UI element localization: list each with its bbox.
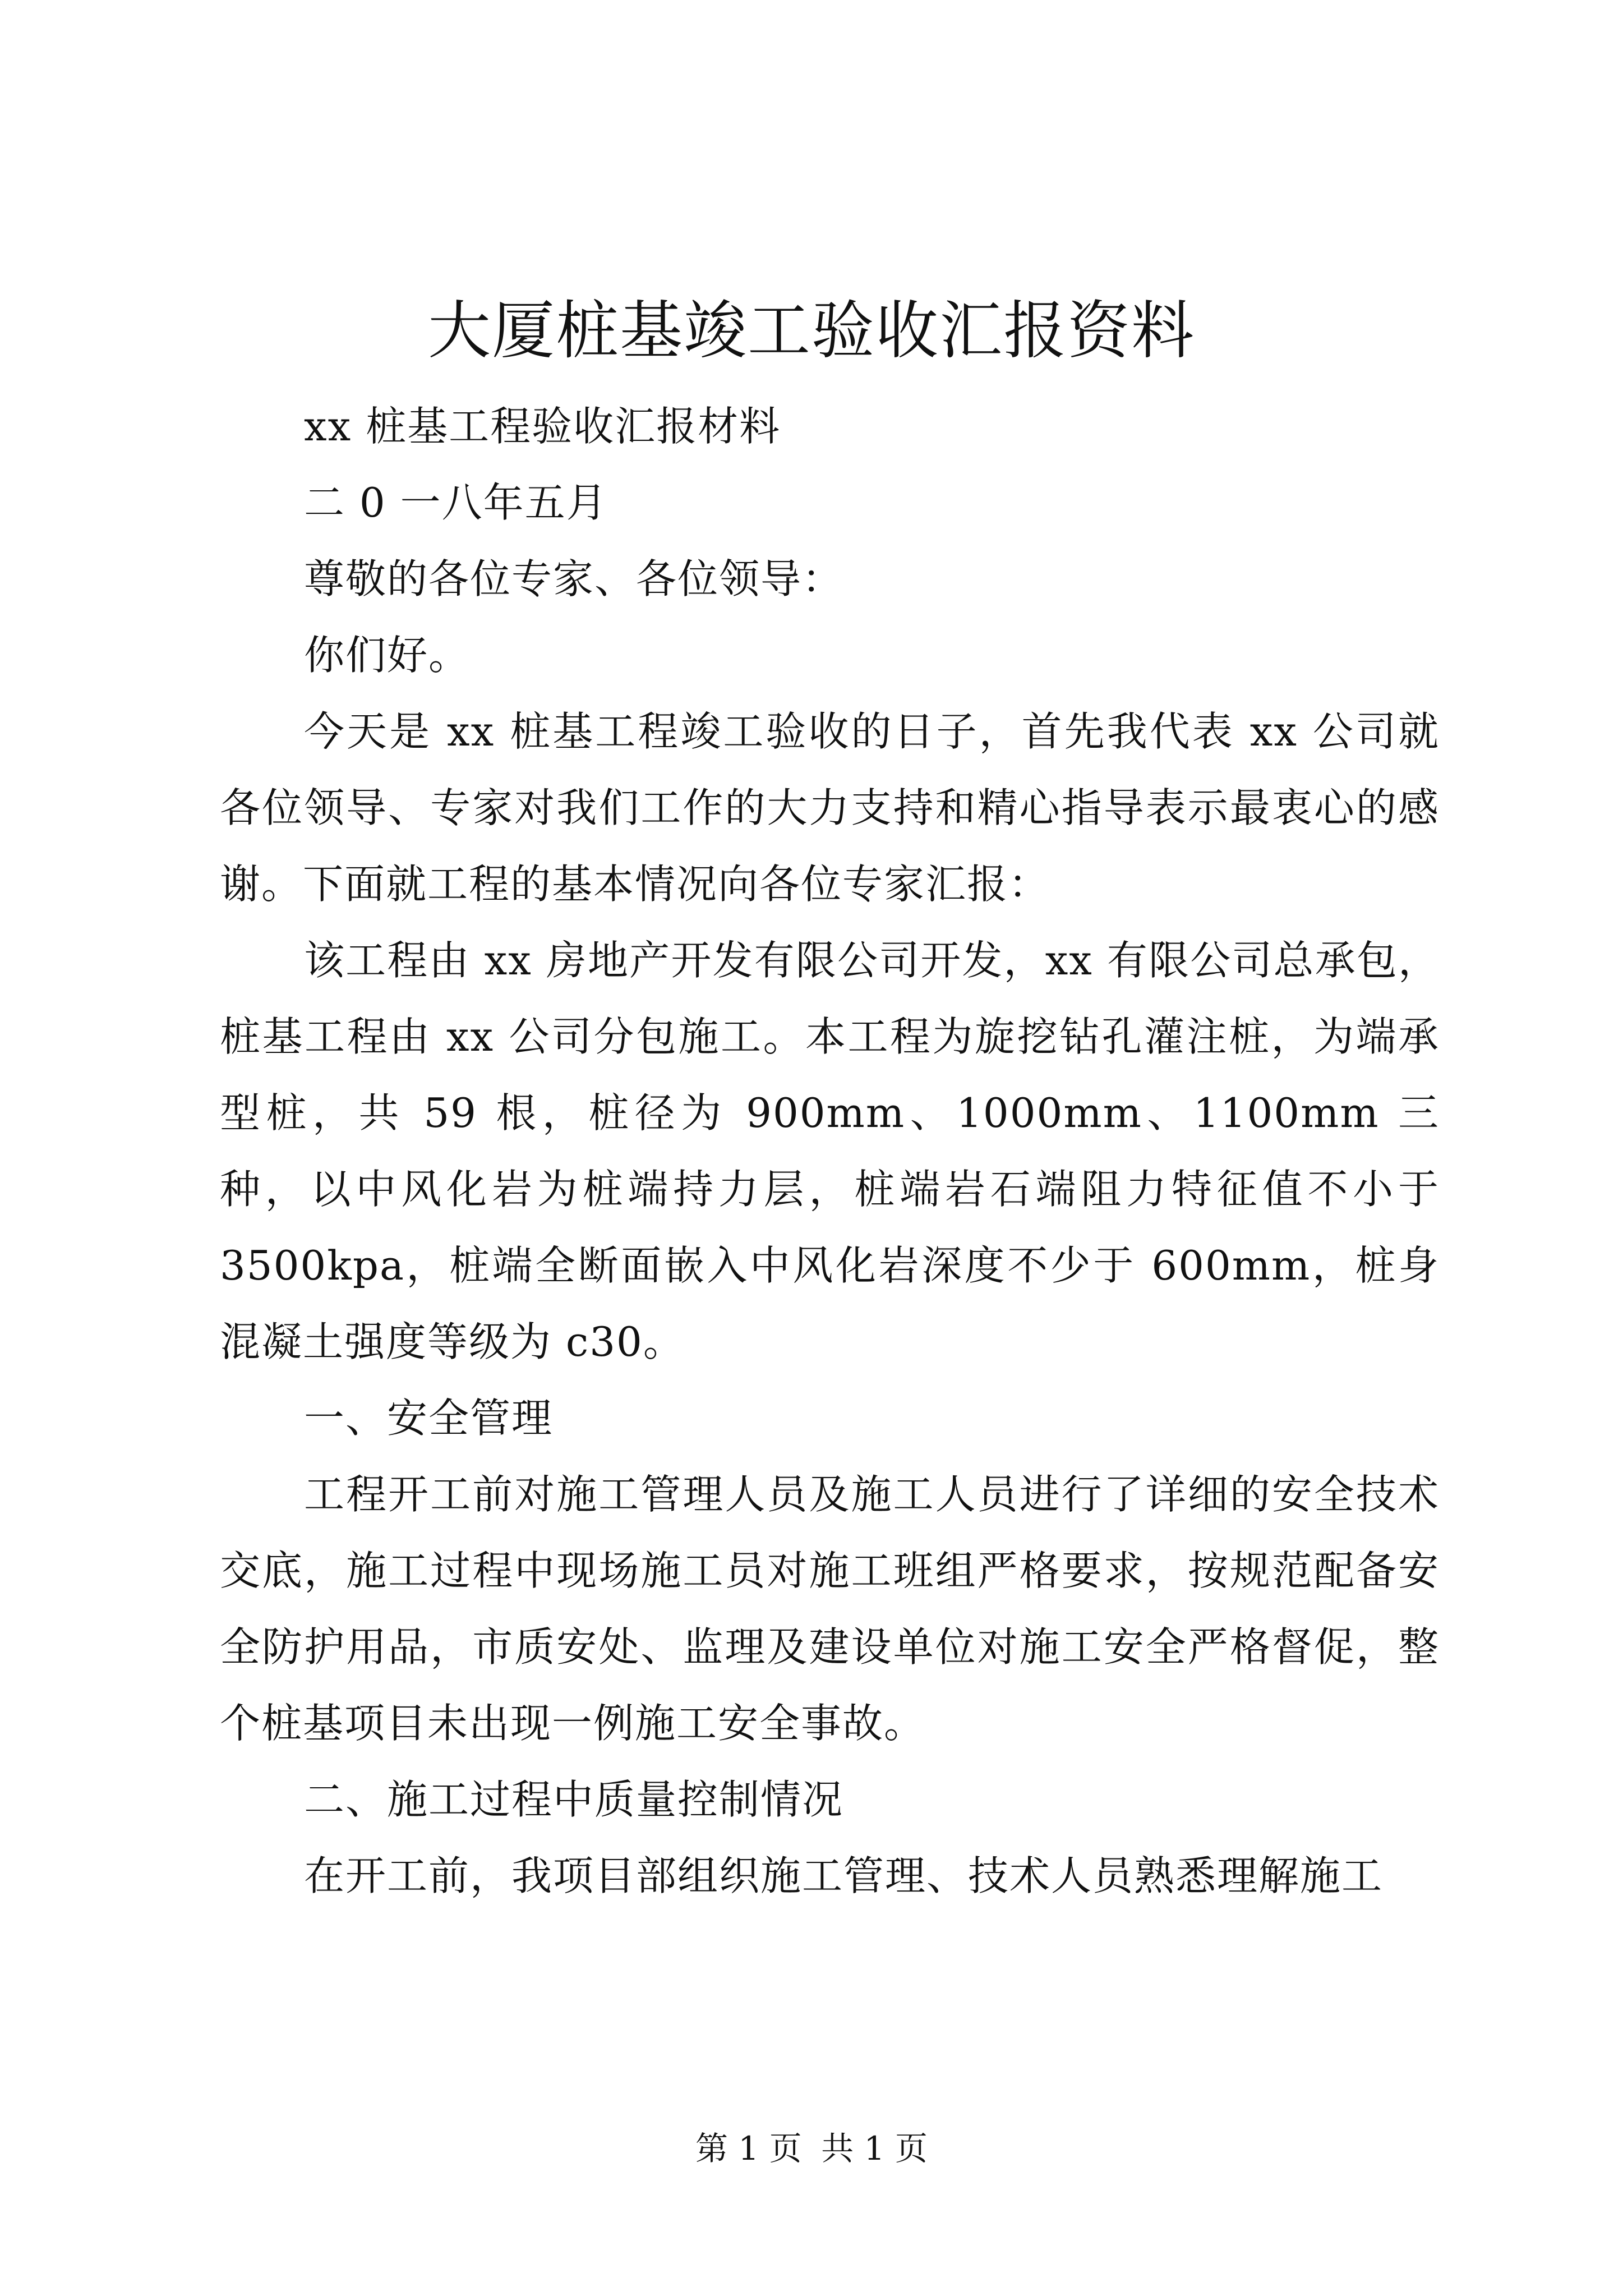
page-footer: [0, 2126, 1623, 2171]
intro-paragraph: 今天是 xx 桩基工程竣工验收的日子，首先我代表 xx 公司就各位领导、专家对我们工作的大力支持和精心指导表示最衷心的感谢。下面就工程的基本情况向各位专家汇报：: [220, 708, 1440, 908]
project-overview-paragraph: 该工程由 xx 房地产开发有限公司开发，xx 有限公司总承包，桩基工程由 xx 公司分包施工。本工程为旋挖钻孔灌注桩，为端承型桩，共 59 根，桩径为 900mm、1000mm、1100mm 三种，以中风化岩为桩端持力层，桩端岩石端阻力特征值不小于 3500kpa，桩端全断面嵌入中风化岩深度不少于 600mm，桩身混凝土强度等级为 c30。: [220, 937, 1440, 1365]
quality-paragraph: 在开工前，我项目部组织施工管理、技术人员熟悉理解施工: [304, 1852, 1384, 1899]
page-number: 第 1 页: [695, 2129, 802, 2168]
section-heading-quality: 二、施工过程中质量控制情况: [304, 1776, 844, 1823]
salutation-paragraph: 尊敬的各位专家、各位领导：: [304, 555, 844, 602]
subtitle-paragraph: xx 桩基工程验收汇报材料: [304, 403, 781, 450]
date-paragraph: 二 0 一八年五月: [304, 479, 608, 526]
document-title: 大厦桩基竣工验收汇报资料: [428, 295, 1195, 367]
page-total: 共 1 页: [821, 2129, 928, 2168]
safety-paragraph: 工程开工前对施工管理人员及施工人员进行了详细的安全技术交底，施工过程中现场施工员对施工班组严格要求，按规范配备安全防护用品，市质安处、监理及建设单位对施工安全严格督促，整个桩基项目未出现一例施工安全事故。: [220, 1471, 1440, 1747]
section-heading-safety: 一、安全管理: [304, 1395, 554, 1442]
document-body: [220, 388, 1440, 1914]
greeting-paragraph: 你们好。: [304, 632, 471, 679]
